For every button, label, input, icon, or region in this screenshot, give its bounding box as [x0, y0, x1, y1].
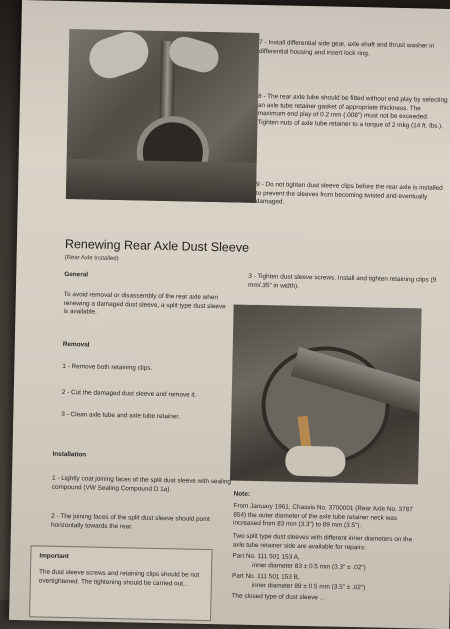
photo-axle-tube-tool: [66, 29, 260, 203]
installation-heading: Installation: [52, 450, 87, 459]
important-box: [29, 545, 212, 621]
removal-item-2: 2 - Cut the damaged dust sleeve and remove it.: [61, 388, 197, 399]
general-heading: General: [64, 270, 89, 279]
important-heading: Important: [39, 552, 69, 561]
removal-item-1: 1 - Remove both retaining clips.: [62, 362, 153, 372]
note-para-3: The closed type of dust sleeve ...: [231, 592, 326, 602]
manual-page: [9, 0, 450, 629]
removal-heading: Removal: [62, 340, 90, 349]
installation-item-1: 1 - Lightly coat joining faces of the split dust sleeve with sealing compound (VW Sealing Compound D 1a).: [51, 474, 232, 493]
note-part-1: Part No. 111 501 153 A, inner diameter 83 ± 0.5 mm (3.3" ± .02"): [232, 552, 366, 571]
removal-item-3: 3 - Clean axle tube and axle tube retainer.: [61, 410, 181, 421]
section-subtitle: (Rear Axle Installed): [64, 254, 119, 263]
step-3-tighten: 3 - Tighten dust sleeve screws. Install and tighten retaining clips (9 mm/.35" in width).: [248, 272, 437, 290]
section-title: Renewing Rear Axle Dust Sleeve: [64, 236, 250, 255]
photo-dust-sleeve: [230, 304, 422, 484]
step-9: 9 - Do not tighten dust sleeve clips before the rear axle is installed to prevent the sleeves from becoming twisted and eventually damaged.: [255, 180, 443, 206]
step-7: 7 - Install differential side gear, axle shaft and thrust washer in differential housing and insert lock ring.: [258, 38, 435, 57]
important-text: The dust sleeve screws and retaining clips should be not overtightened. The tightening should be carried out...: [38, 568, 200, 588]
general-text: To avoid removal or disassembly of the rear axle when renewing a damaged dust sleeve, a split type dust sleeve is available.: [63, 290, 226, 316]
note-para-2: Two split type dust sleeves with different inner diameters on the axle tube retainer side are available for repairs:: [232, 532, 413, 551]
note-para-1: From January 1961, Chassis No. 3700001 (Rear Axle No. 3787 854) the outer diameter of the axle tube retainer neck was increased from 83 mm (3.3") to 89 mm (3.5").: [233, 502, 413, 530]
installation-item-2: 2 - The joining faces of the split dust sleeve should point horizontally towards the rear.: [50, 512, 210, 531]
step-8: 8 - The rear axle tube should be fitted without end play by selecting an axle tube retainer gasket of appropriate thickness. The maximum end play of 0.2 mm (.008") must not be exceeded. Tighten nuts of axle tube retainer to a torque of 2 mkg (14 ft. lbs.).: [257, 92, 448, 130]
note-part-2: Part No. 111 501 153 B, inner diameter 89 ± 0.5 mm (3.5" ± .02"): [231, 572, 366, 591]
note-heading: Note:: [233, 490, 251, 498]
